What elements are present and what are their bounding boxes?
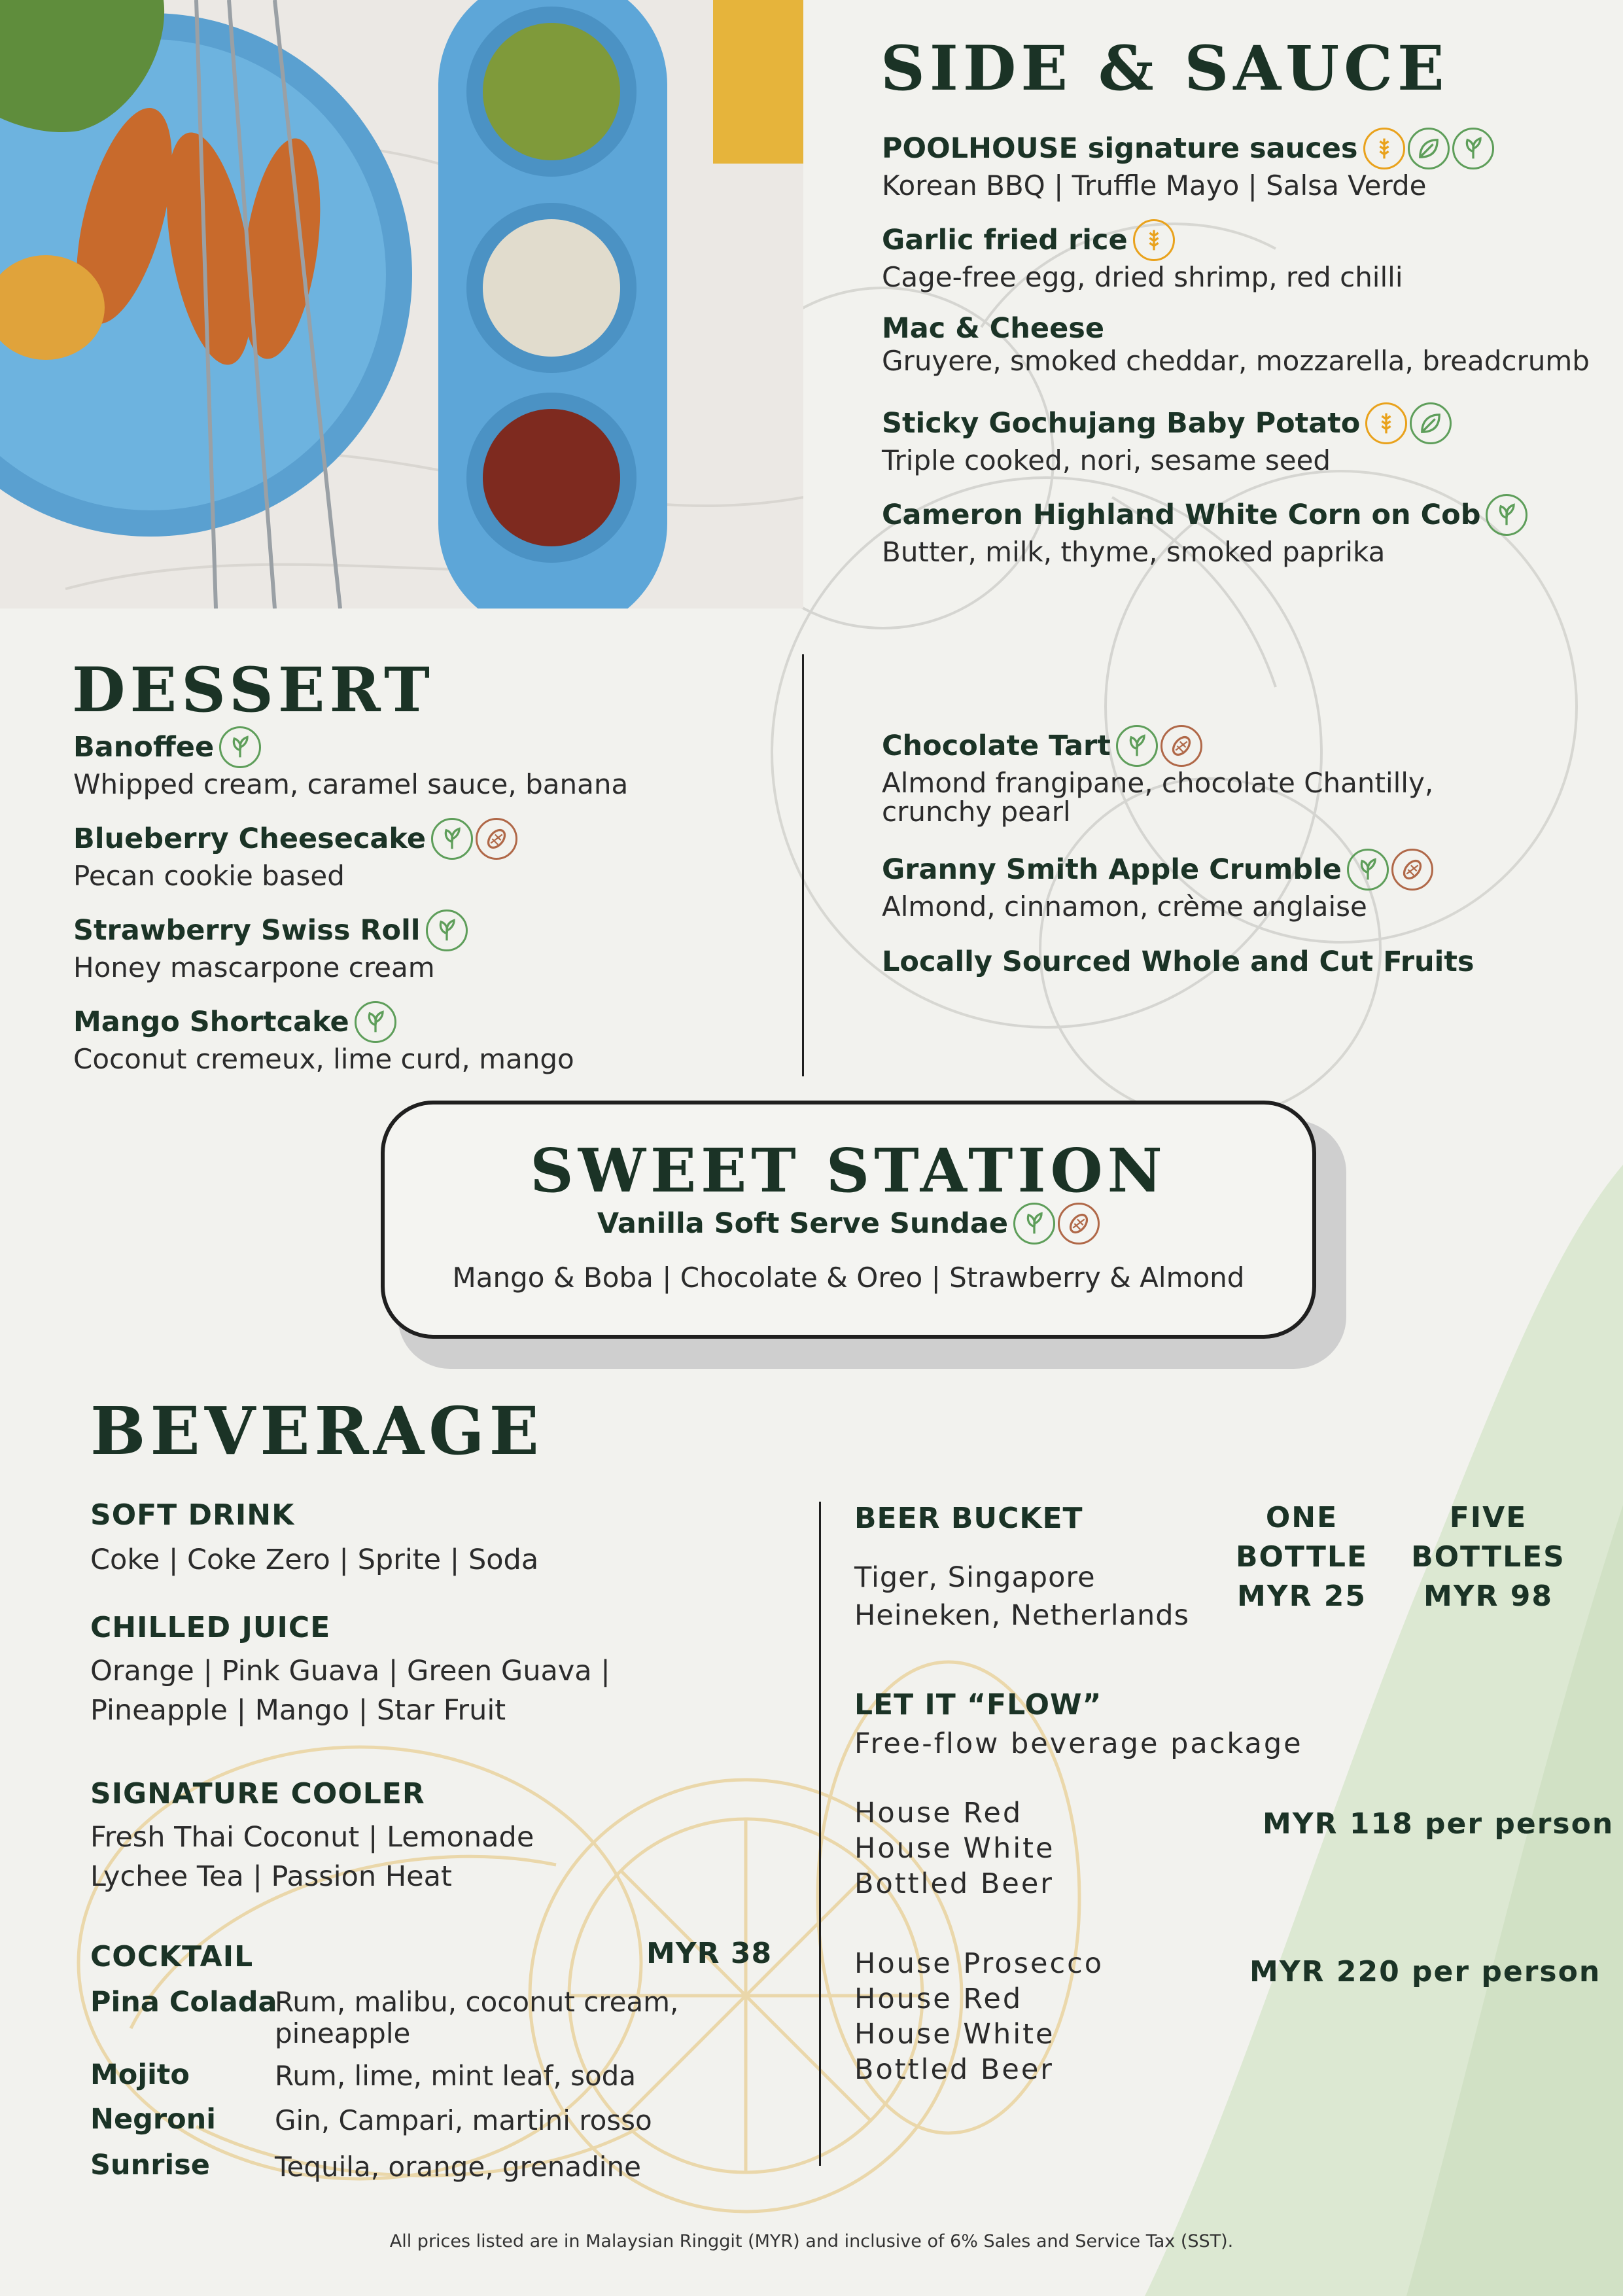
item-name: Mango Shortcake <box>73 1006 349 1038</box>
menu-item <box>73 818 517 892</box>
item-name: Locally Sourced Whole and Cut Fruits <box>882 945 1475 978</box>
leaf-icon <box>1116 725 1158 767</box>
cocktail-price: MYR 38 <box>646 1937 773 1970</box>
menu-item <box>882 849 1433 923</box>
menu-item <box>882 128 1494 202</box>
sweet-station-subtitle: Vanilla Soft Serve Sundae <box>597 1207 1009 1240</box>
beverage-title: BEVERAGE <box>90 1392 544 1470</box>
item-name: Chocolate Tart <box>882 730 1111 762</box>
cocktail-description-cont: pineapple <box>275 2017 411 2049</box>
item-description: Almond, cinnamon, crème anglaise <box>882 891 1367 923</box>
signature-cooler-line: Fresh Thai Coconut | Lemonade <box>90 1821 534 1854</box>
cocktail-description: Rum, lime, mint leaf, soda <box>275 2060 637 2092</box>
item-description: Butter, milk, thyme, smoked paprika <box>882 536 1386 568</box>
soft-drink-list: Coke | Coke Zero | Sprite | Soda <box>90 1544 539 1576</box>
menu-item <box>73 910 468 984</box>
leaf-outline-icon <box>1408 128 1450 169</box>
item-description: Almond frangipane, chocolate Chantilly, <box>882 767 1434 799</box>
menu-item <box>882 402 1452 477</box>
item-description: Korean BBQ | Truffle Mayo | Salsa Verde <box>882 169 1427 202</box>
menu-item <box>73 1001 574 1076</box>
item-name: Sticky Gochujang Baby Potato <box>882 407 1361 440</box>
nut-icon <box>1391 849 1433 891</box>
one-bottle-price: ONE BOTTLE MYR 25 <box>1235 1501 1369 1613</box>
flow-package-1-price: MYR 118 per person <box>1263 1807 1614 1841</box>
leaf-outline-icon <box>1410 402 1452 444</box>
flow-subheading: Free-flow beverage package <box>854 1727 1303 1760</box>
item-description: Whipped cream, caramel sauce, banana <box>73 768 629 800</box>
beverage-divider <box>819 1502 821 2166</box>
item-description: Honey mascarpone cream <box>73 951 435 983</box>
beer-line: Heineken, Netherlands <box>854 1599 1189 1632</box>
cocktail-name: Mojito <box>90 2058 190 2091</box>
leaf-icon <box>1452 128 1494 169</box>
menu-item <box>882 494 1527 569</box>
leaf-icon <box>426 910 468 951</box>
item-name: Strawberry Swiss Roll <box>73 914 421 947</box>
item-name: Blueberry Cheesecake <box>73 822 427 855</box>
item-name: Cameron Highland White Corn on Cob <box>882 499 1481 531</box>
sweet-station-subtitle-row <box>381 1203 1316 1245</box>
food-photo <box>0 0 803 609</box>
nut-icon <box>476 818 517 860</box>
cocktail-description: Rum, malibu, coconut cream, <box>275 1986 679 2018</box>
flow-package-1: House Red House White Bottled Beer <box>854 1797 1055 1900</box>
cocktail-description: Gin, Campari, martini rosso <box>275 2104 652 2136</box>
nut-icon <box>1058 1203 1100 1245</box>
leaf-icon <box>355 1001 396 1043</box>
item-description-cont: crunchy pearl <box>882 796 1071 828</box>
chilled-juice-heading: CHILLED JUICE <box>90 1611 331 1644</box>
item-name: Banoffee <box>73 731 215 764</box>
item-description: Cage-free egg, dried shrimp, red chilli <box>882 261 1403 293</box>
item-name: Garlic fried rice <box>882 224 1128 256</box>
item-name: POOLHOUSE signature sauces <box>882 132 1358 165</box>
chilled-juice-line: Pineapple | Mango | Star Fruit <box>90 1694 506 1727</box>
dessert-title: DESSERT <box>72 654 434 726</box>
leaf-icon <box>1013 1203 1055 1245</box>
leaf-icon <box>1347 849 1389 891</box>
flow-package-2: House Prosecco House Red House White Bottled Beer <box>854 1947 1104 2086</box>
leaf-icon <box>219 726 261 768</box>
signature-cooler-heading: SIGNATURE COOLER <box>90 1777 425 1810</box>
item-name: Mac & Cheese <box>882 312 1104 345</box>
sweet-station-options: Mango & Boba | Chocolate & Oreo | Strawberry & Almond <box>452 1262 1245 1294</box>
menu-item <box>73 726 628 801</box>
menu-item <box>882 725 1433 828</box>
wheat-icon <box>1363 128 1405 169</box>
wheat-icon <box>1133 219 1175 261</box>
item-description: Pecan cookie based <box>73 860 345 892</box>
cocktail-description: Tequila, orange, grenadine <box>275 2151 641 2183</box>
item-name: Granny Smith Apple Crumble <box>882 853 1342 886</box>
flow-heading: LET IT “FLOW” <box>854 1688 1102 1722</box>
chilled-juice-line: Orange | Pink Guava | Green Guava | <box>90 1655 610 1687</box>
menu-item <box>882 312 1590 378</box>
cocktail-name: Negroni <box>90 2103 217 2136</box>
cocktail-heading: COCKTAIL <box>90 1940 254 1973</box>
signature-cooler-line: Lychee Tea | Passion Heat <box>90 1860 452 1893</box>
soft-drink-heading: SOFT DRINK <box>90 1498 295 1532</box>
cocktail-name: Pina Colada <box>90 1986 277 2019</box>
beer-bucket-heading: BEER BUCKET <box>854 1502 1083 1535</box>
leaf-icon <box>1486 494 1527 536</box>
menu-item <box>882 945 1475 978</box>
nut-icon <box>1161 725 1202 767</box>
beer-line: Tiger, Singapore <box>854 1561 1096 1594</box>
item-description: Gruyere, smoked cheddar, mozzarella, breadcrumb <box>882 345 1590 377</box>
cocktail-name: Sunrise <box>90 2149 210 2181</box>
footer-note: All prices listed are in Malaysian Ringgit (MYR) and inclusive of 6% Sales and Service Tax (SST). <box>389 2231 1234 2252</box>
dessert-divider <box>802 654 804 1076</box>
five-bottles-price: FIVE BOTTLES MYR 98 <box>1411 1501 1565 1613</box>
flow-package-2-price: MYR 220 per person <box>1249 1955 1601 1988</box>
menu-item <box>882 219 1403 294</box>
leaf-icon <box>431 818 473 860</box>
wheat-icon <box>1365 402 1407 444</box>
side-sauce-title: SIDE & SAUCE <box>881 33 1449 105</box>
sweet-station-title: SWEET STATION <box>530 1135 1167 1206</box>
item-description: Coconut cremeux, lime curd, mango <box>73 1043 574 1075</box>
item-description: Triple cooked, nori, sesame seed <box>882 444 1331 476</box>
